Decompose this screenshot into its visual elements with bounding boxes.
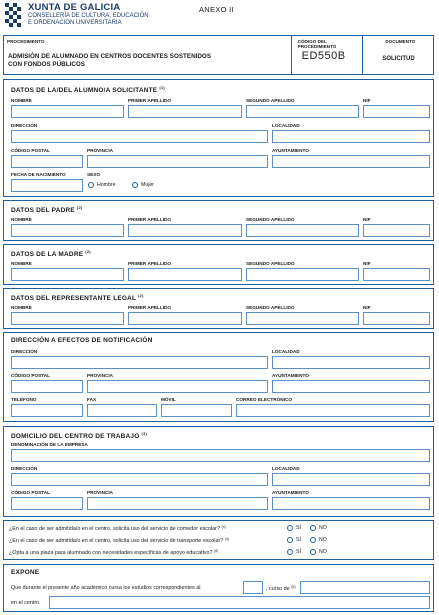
notif-fax-input[interactable] — [87, 404, 157, 417]
procedure-code: ED550B — [301, 50, 346, 62]
student-surname2-input[interactable] — [246, 105, 359, 118]
father-name-label: NOMBRE — [11, 217, 32, 222]
legal-representative-section-title: DATOS DEL REPRESENTANTE LEGAL $^{(2)}$ — [11, 293, 144, 302]
student-address-input[interactable] — [11, 130, 268, 143]
mother-name-input[interactable] — [11, 268, 124, 281]
procedure-name-line1: ADMISIÓN DE ALUMNADO EN CENTROS DOCENTES SOSTENIDOS — [8, 53, 212, 60]
special-needs-no-label: NO — [319, 549, 327, 555]
student-zip-input[interactable] — [11, 155, 83, 168]
rep-surname2-input[interactable] — [246, 312, 359, 325]
rep-nif-input[interactable] — [363, 312, 430, 325]
procedure-code-label: CÓDIGO DEL PROCEDIMIENTO — [297, 39, 337, 49]
father-section — [3, 200, 434, 241]
student-nif-label: NIF — [363, 98, 371, 103]
organization-name — [28, 2, 149, 28]
notif-locality-input[interactable] — [272, 356, 430, 369]
notif-mobile-input[interactable] — [161, 404, 232, 417]
mother-surname2-input[interactable] — [246, 268, 359, 281]
workplace-section-title: DOMICILIO DEL CENTRO DE TRABAJO $^{(3)}$ — [11, 431, 148, 440]
student-surname2-label: SEGUNDO APELLIDO — [246, 98, 295, 103]
xunta-logo-icon — [5, 3, 22, 29]
student-nif-input[interactable] — [363, 105, 430, 118]
procedure-code-cell — [292, 36, 364, 74]
mother-section-title: DATOS DE LA MADRE $^{(2)}$ — [11, 249, 91, 258]
student-section-title: DATOS DE LA/DEL ALUMNO/A SOLICITANTE $^{(1)}$ — [11, 85, 165, 94]
dining-no-label: NO — [319, 525, 327, 531]
student-council-input[interactable] — [272, 155, 430, 168]
expone-section-title: EXPONE — [11, 569, 40, 576]
procedure-cell — [4, 36, 292, 74]
work-province-input[interactable] — [87, 497, 268, 510]
sex-female-radio[interactable] — [132, 182, 138, 188]
expone-section — [3, 564, 434, 612]
transport-no-radio[interactable] — [310, 537, 316, 543]
father-surname1-label: PRIMER APELLIDO — [128, 217, 172, 222]
work-locality-label: LOCALIDAD — [272, 466, 300, 471]
sex-male-label: Hombre — [97, 182, 116, 188]
father-surname1-input[interactable] — [128, 224, 242, 237]
student-birthdate-label: FECHA DE NACIMIENTO — [11, 172, 66, 177]
student-province-label: PROVINCIA — [87, 148, 114, 153]
center-name-input[interactable] — [49, 596, 430, 609]
notif-phone-input[interactable] — [11, 404, 83, 417]
dining-yes-radio[interactable] — [287, 525, 293, 531]
question-transport: ¿En el caso de ser admitida/o en el centro, solicita uso del servicio de transporte escolar? $^{(4)}$ — [9, 537, 230, 544]
transport-no-label: NO — [319, 537, 327, 543]
notif-address-input[interactable] — [11, 356, 268, 369]
student-address-label: DIRECCIÓN — [11, 123, 38, 128]
student-birthdate-input[interactable] — [11, 179, 83, 192]
notif-province-input[interactable] — [87, 380, 268, 393]
student-locality-input[interactable] — [272, 130, 430, 143]
transport-yes-radio[interactable] — [287, 537, 293, 543]
work-address-label: DIRECCIÓN — [11, 466, 38, 471]
services-questions-section — [3, 520, 434, 560]
rep-name-input[interactable] — [11, 312, 124, 325]
document-label: DOCUMENTO — [385, 39, 416, 44]
procedure-name-line2: CON FONDOS PÚBLICOS — [8, 61, 85, 68]
work-zip-input[interactable] — [11, 497, 83, 510]
student-surname1-input[interactable] — [128, 105, 242, 118]
student-name-label: NOMBRE — [11, 98, 32, 103]
father-section-title: DATOS DEL PADRE $^{(2)}$ — [11, 205, 83, 214]
notification-section-title: DIRECCIÓN A EFECTOS DE NOTIFICACIÓN — [11, 337, 153, 344]
mother-nif-input[interactable] — [363, 268, 430, 281]
org-dept-line1: CONSELLERÍA DE CULTURA, EDUCACIÓN — [28, 13, 149, 19]
dining-no-radio[interactable] — [310, 525, 316, 531]
org-name: XUNTA DE GALICIA — [28, 2, 121, 13]
special-needs-yes-label: SÍ — [296, 549, 301, 555]
work-council-label: AYUNTAMIENTO — [272, 490, 309, 495]
work-council-input[interactable] — [272, 497, 430, 510]
course-name-input[interactable] — [300, 581, 430, 594]
company-name-label: DENOMINACIÓN DE LA EMPRESA — [11, 442, 88, 447]
rep-name-label: NOMBRE — [11, 305, 32, 310]
company-name-input[interactable] — [11, 449, 430, 462]
father-surname2-input[interactable] — [246, 224, 359, 237]
notification-address-section — [3, 332, 434, 422]
rep-nif-label: NIF — [363, 305, 371, 310]
workplace-section — [3, 426, 434, 517]
notif-mobile-label: MÓVIL — [161, 397, 176, 402]
notif-fax-label: FAX — [87, 397, 97, 402]
mother-surname2-label: SEGUNDO APELLIDO — [246, 261, 295, 266]
mother-section — [3, 244, 434, 285]
notif-council-label: AYUNTAMIENTO — [272, 373, 309, 378]
center-label: en el centro — [11, 600, 40, 606]
student-surname1-label: PRIMER APELLIDO — [128, 98, 172, 103]
mother-surname1-input[interactable] — [128, 268, 242, 281]
dining-yes-label: SÍ — [296, 525, 301, 531]
special-needs-no-radio[interactable] — [310, 549, 316, 555]
expone-statement: Que durante el presente año académico cursa los estudios correspondientes al — [11, 585, 201, 591]
notif-council-input[interactable] — [272, 380, 430, 393]
work-province-label: PROVINCIA — [87, 490, 114, 495]
document-cell — [363, 36, 433, 74]
student-sex-label: SEXO — [87, 172, 101, 177]
father-name-input[interactable] — [11, 224, 124, 237]
course-label: , curso de $^{(6)}$ — [266, 585, 296, 592]
transport-yes-label: SÍ — [296, 537, 301, 543]
work-zip-label: CÓDIGO POSTAL — [11, 490, 50, 495]
notif-province-label: PROVINCIA — [87, 373, 114, 378]
procedure-header — [3, 35, 434, 75]
student-section — [3, 79, 434, 197]
annex-title: ANEXO II — [199, 5, 234, 14]
notif-address-label: DIRECCIÓN — [11, 349, 38, 354]
course-number-input[interactable] — [243, 581, 263, 594]
document-type: SOLICITUD — [382, 56, 415, 62]
work-address-input[interactable] — [11, 473, 268, 486]
student-locality-label: LOCALIDAD — [272, 123, 300, 128]
mother-surname1-label: PRIMER APELLIDO — [128, 261, 172, 266]
notif-email-input[interactable] — [236, 404, 430, 417]
rep-surname1-label: PRIMER APELLIDO — [128, 305, 172, 310]
legal-representative-section — [3, 288, 434, 329]
mother-nif-label: NIF — [363, 261, 371, 266]
question-special-needs: ¿Opta a una plaza para alumnado con necesidades específicas de apoyo educativo? $^{(5)}$ — [9, 549, 219, 556]
rep-surname2-label: SEGUNDO APELLIDO — [246, 305, 295, 310]
question-dining: ¿En el caso de ser admitida/o en el centro, solicita uso del servicio de comedor escolar? $^{(4)}$ — [9, 525, 226, 532]
father-surname2-label: SEGUNDO APELLIDO — [246, 217, 295, 222]
procedure-label: PROCEDIMENTO — [7, 39, 45, 44]
mother-name-label: NOMBRE — [11, 261, 32, 266]
notif-email-label: CORREO ELECTRÓNICO — [236, 397, 292, 402]
special-needs-yes-radio[interactable] — [287, 549, 293, 555]
notif-locality-label: LOCALIDAD — [272, 349, 300, 354]
student-zip-label: CÓDIGO POSTAL — [11, 148, 50, 153]
student-council-label: AYUNTAMIENTO — [272, 148, 309, 153]
procedure-name — [8, 53, 211, 69]
notif-phone-label: TELÉFONO — [11, 397, 37, 402]
notif-zip-input[interactable] — [11, 380, 83, 393]
father-nif-label: NIF — [363, 217, 371, 222]
org-dept-line2: E ORDENACIÓN UNIVERSITARIA — [28, 20, 122, 27]
work-locality-input[interactable] — [272, 473, 430, 486]
sex-female-label: Mujer — [141, 182, 154, 188]
student-name-input[interactable] — [11, 105, 124, 118]
father-nif-input[interactable] — [363, 224, 430, 237]
notif-zip-label: CÓDIGO POSTAL — [11, 373, 50, 378]
student-province-input[interactable] — [87, 155, 268, 168]
rep-surname1-input[interactable] — [128, 312, 242, 325]
sex-male-radio[interactable] — [88, 182, 94, 188]
